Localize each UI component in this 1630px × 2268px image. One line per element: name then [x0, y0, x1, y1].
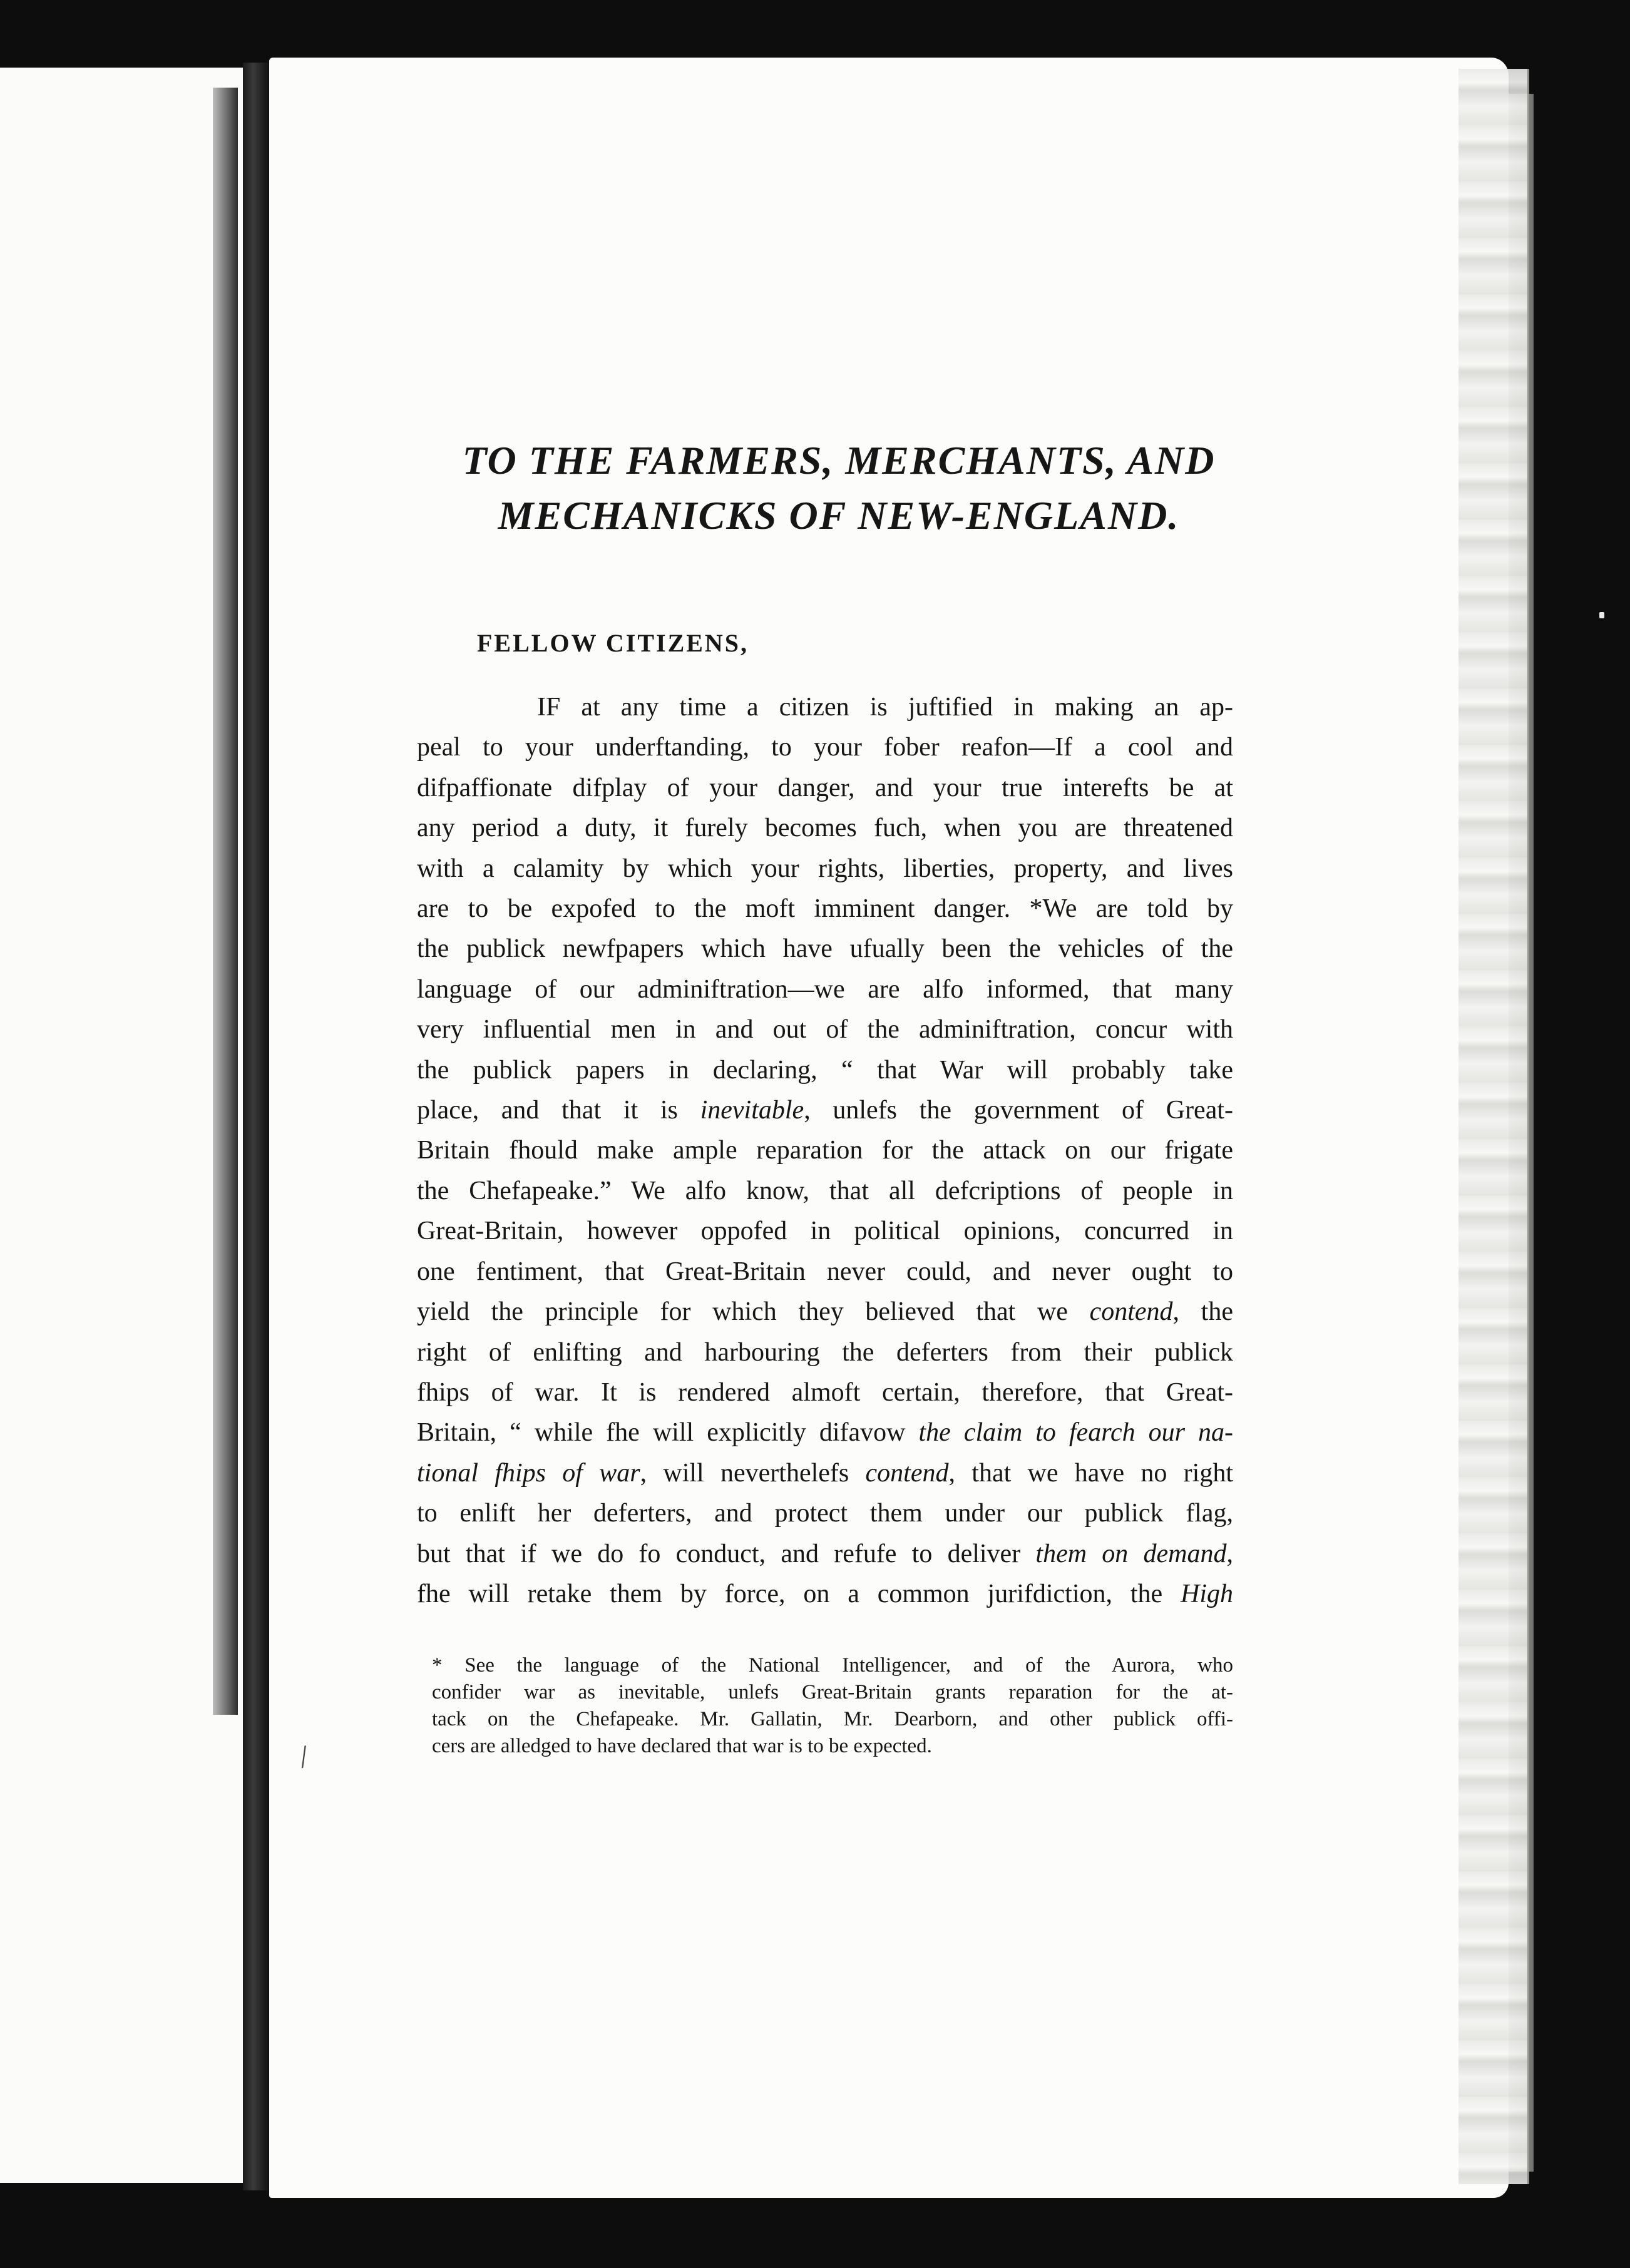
body-line: language of our adminiftration—we are alfo informed, that many — [417, 974, 1233, 1004]
worn-page-edge — [1458, 69, 1529, 2184]
body-line: the publick newfpapers which have ufually been the vehicles of the — [417, 934, 1233, 964]
body-line: IF at any time a citizen is juftified in making an ap- — [537, 693, 1233, 722]
footnote — [432, 1652, 1233, 1760]
body-line: one fentiment, that Great-Britain never could, and never ought to — [417, 1257, 1233, 1286]
body-line: difpaffionate difplay of your danger, and your true interefts be at — [417, 773, 1233, 802]
left-page-shadow — [213, 88, 238, 1715]
body-line: fhips of war. It is rendered almoft certain, therefore, that Great- — [417, 1377, 1233, 1407]
body-line: are to be expofed to the moft imminent danger. *We are told by — [417, 894, 1233, 924]
title-line: TO THE FARMERS, MERCHANTS, AND — [462, 438, 1216, 483]
salutation: FELLOW CITIZENS, — [477, 629, 749, 657]
footnote-line: cers are alledged to have declared that war is to be expected. — [432, 1735, 932, 1757]
body-line: very influential men in and out of the adminiftration, concur with — [417, 1015, 1233, 1045]
body-line: Great-Britain, however oppofed in political opinions, concurred in — [417, 1217, 1233, 1246]
body-line: with a calamity by which your rights, liberties, property, and lives — [417, 854, 1233, 883]
left-facing-page — [0, 68, 244, 2183]
body-line: the Chefapeake.” We alfo know, that all defcriptions of people in — [417, 1176, 1233, 1205]
body-line: yield the principle for which they believed that we contend, the — [417, 1297, 1233, 1327]
body-line: the publick papers in declaring, “ that War will probably take — [417, 1055, 1233, 1085]
footnote-line: * See the language of the National Intelligencer, and of the Aurora, who — [432, 1654, 1233, 1677]
body-line: but that if we do fo conduct, and refufe to deliver them on demand, — [417, 1539, 1233, 1568]
body-line: place, and that it is inevitable, unlefs the government of Great- — [417, 1096, 1233, 1125]
page-title — [351, 433, 1327, 543]
body-paragraph — [417, 687, 1233, 1614]
paper-speck — [1599, 612, 1604, 618]
title-line: MECHANICKS OF NEW-ENGLAND. — [498, 493, 1180, 538]
body-line: Britain fhould make ample reparation for the attack on our frigate — [417, 1136, 1233, 1165]
body-line: tional fhips of war, will neverthelefs contend, that we have no right — [417, 1458, 1233, 1488]
body-line: peal to your underftanding, to your fober reafon—If a cool and — [417, 733, 1233, 762]
pencil-mark-icon: / — [294, 1740, 314, 1774]
body-line: Britain, “ while fhe will explicitly difavow the claim to fearch our na- — [417, 1418, 1233, 1448]
book-binding-gutter — [243, 63, 269, 2190]
body-line: to enlift her deferters, and protect them under our publick flag, — [417, 1499, 1233, 1528]
footnote-line: tack on the Chefapeake. Mr. Gallatin, Mr. Dearborn, and other publick offi- — [432, 1708, 1233, 1730]
body-line: any period a duty, it furely becomes fuch, when you are threatened — [417, 814, 1233, 843]
body-line: right of enlifting and harbouring the deferters from their publick — [417, 1337, 1233, 1367]
body-line: fhe will retake them by force, on a common jurifdiction, the High — [417, 1579, 1233, 1608]
footnote-line: confider war as inevitable, unlefs Great-Britain grants reparation for the at- — [432, 1681, 1233, 1704]
